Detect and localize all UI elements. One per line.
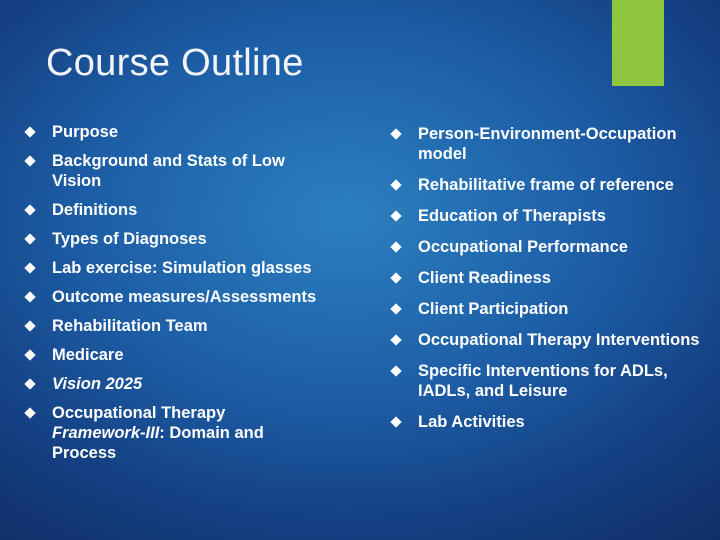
list-item-label: Occupational Therapy	[52, 404, 226, 422]
list-item-label: Medicare	[52, 346, 124, 364]
list-item-label: Occupational Performance	[418, 238, 628, 256]
diamond-bullet-icon	[24, 262, 36, 274]
list-item	[22, 374, 322, 394]
diamond-bullet-icon	[24, 320, 36, 332]
list-item	[388, 361, 710, 401]
diamond-bullet-icon	[390, 128, 402, 140]
list-item-label-italic: Framework-III	[52, 424, 160, 442]
diamond-bullet-icon	[390, 334, 402, 346]
list-item	[22, 122, 322, 142]
list-item-label: Person-Environment-Occupation model	[418, 125, 677, 163]
diamond-bullet-icon	[24, 291, 36, 303]
diamond-bullet-icon	[24, 378, 36, 390]
list-item	[388, 330, 710, 350]
list-item-label: Specific Interventions for ADLs, IADLs, and Leisure	[418, 362, 668, 400]
diamond-bullet-icon	[24, 407, 36, 419]
list-item-label: Lab exercise: Simulation glasses	[52, 259, 312, 277]
list-item-label: Lab Activities	[418, 413, 525, 431]
list-item	[22, 229, 322, 249]
list-item-label: Client Participation	[418, 300, 569, 318]
list-item-label: Vision 2025	[52, 375, 143, 393]
list-item	[388, 268, 710, 288]
list-item	[388, 237, 710, 257]
list-item-label: Client Readiness	[418, 269, 551, 287]
diamond-bullet-icon	[24, 349, 36, 361]
list-item-label: Education of Therapists	[418, 207, 606, 225]
list-item-label: Definitions	[52, 201, 138, 219]
list-item	[22, 287, 322, 307]
list-item-label: Rehabilitative frame of reference	[418, 176, 674, 194]
list-item	[22, 345, 322, 365]
diamond-bullet-icon	[390, 416, 402, 428]
slide-title: Course Outline	[46, 42, 304, 84]
diamond-bullet-icon	[390, 272, 402, 284]
list-item	[388, 206, 710, 226]
diamond-bullet-icon	[390, 179, 402, 191]
list-item	[22, 200, 322, 220]
list-item	[388, 175, 710, 195]
list-item	[22, 151, 322, 191]
diamond-bullet-icon	[390, 241, 402, 253]
diamond-bullet-icon	[24, 155, 36, 167]
accent-bar	[612, 0, 664, 86]
diamond-bullet-icon	[24, 204, 36, 216]
list-item	[388, 299, 710, 319]
list-item-label: Rehabilitation Team	[52, 317, 208, 335]
diamond-bullet-icon	[390, 303, 402, 315]
diamond-bullet-icon	[390, 210, 402, 222]
list-item	[22, 403, 322, 463]
list-item	[388, 412, 710, 432]
list-item-label-suffix: : Domain and Process	[52, 424, 264, 462]
list-item-label: Background and Stats of Low Vision	[52, 152, 285, 190]
list-item-label: Outcome measures/Assessments	[52, 288, 317, 306]
diamond-bullet-icon	[24, 126, 36, 138]
list-item	[22, 258, 322, 278]
list-item-label: Types of Diagnoses	[52, 230, 207, 248]
list-item-label: Occupational Therapy Interventions	[418, 331, 700, 349]
list-item-label: Purpose	[52, 123, 119, 141]
list-item	[22, 316, 322, 336]
diamond-bullet-icon	[390, 365, 402, 377]
outline-left-column	[22, 122, 322, 472]
diamond-bullet-icon	[24, 233, 36, 245]
outline-right-column	[388, 124, 710, 443]
list-item	[388, 124, 710, 164]
